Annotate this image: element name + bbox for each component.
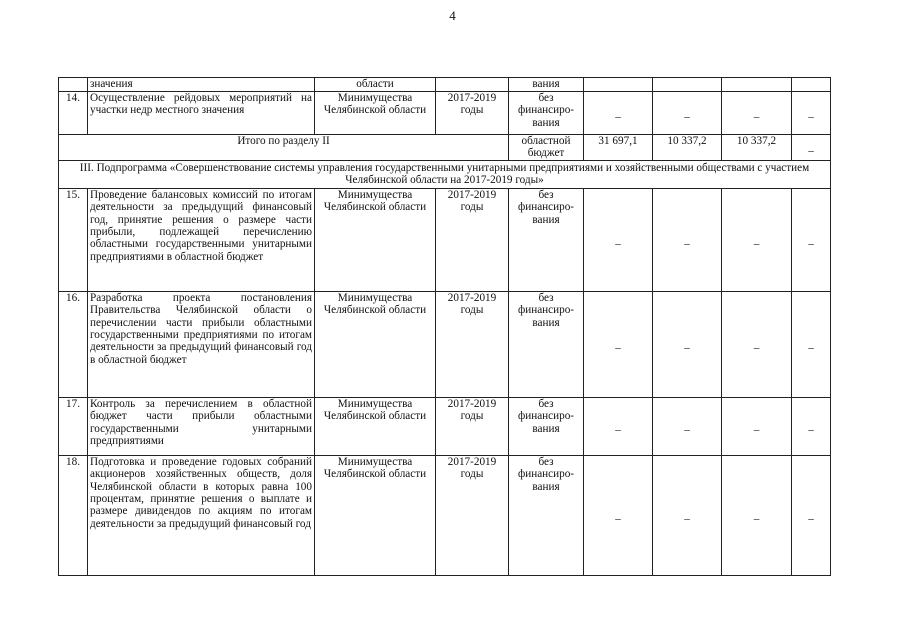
cell-v4: – [792,92,831,135]
page-number: 4 [449,8,456,23]
cell-num: 14. [59,92,88,135]
cell-num: 17. [59,397,88,455]
cell-period: 2017-2019 годы [436,455,509,575]
total-row-section-2 [59,135,831,161]
cell-num: 15. [59,188,88,291]
total-source: областной бюджет [509,135,584,161]
cell-name: Осуществление рейдовых мероприятий на участки недр местного значения [88,92,315,135]
total-v4: – [792,135,831,161]
cell-funding: без финансиро-вания [509,455,584,575]
cell-v4: – [792,397,831,455]
cell-funding: вания [509,78,584,92]
total-v2: 10 337,2 [653,135,722,161]
cell-v2: – [653,188,722,291]
cell-v1: – [584,455,653,575]
cell-period: 2017-2019 годы [436,188,509,291]
cell-v3: – [722,291,792,397]
cell-v3: – [722,397,792,455]
cell-v2: – [653,291,722,397]
cell-v1: – [584,397,653,455]
cell-v1: – [584,291,653,397]
total-v1: 31 697,1 [584,135,653,161]
cell-period: 2017-2019 годы [436,291,509,397]
cell-v1: – [584,92,653,135]
cell-v2 [653,78,722,92]
cell-v1: – [584,188,653,291]
cell-executor: области [315,78,436,92]
cell-v3: – [722,455,792,575]
cell-v2: – [653,397,722,455]
cell-num: 16. [59,291,88,397]
cell-executor: Минимущества Челябинской области [315,188,436,291]
cell-period: 2017-2019 годы [436,397,509,455]
cell-funding: без финансиро-вания [509,92,584,135]
cell-funding: без финансиро-вания [509,291,584,397]
cell-executor: Минимущества Челябинской области [315,455,436,575]
cell-v4: – [792,455,831,575]
table-row-15 [59,188,831,291]
cell-v2: – [653,455,722,575]
cell-num [59,78,88,92]
cell-v1 [584,78,653,92]
cell-funding: без финансиро-вания [509,397,584,455]
cell-name: Проведение балансовых комиссий по итогам деятельности за предыдущий финансовый год, принятие решения о размере части прибыли, подлежащей перечислению областными государственными унитарными предприятиями в областной бюджет [88,188,315,291]
cell-v3 [722,78,792,92]
cell-period [436,78,509,92]
program-table [58,77,831,576]
cell-name: Контроль за перечислением в областной бюджет части прибыли областными государственными унитарными предприятиями [88,397,315,455]
cell-v4: – [792,291,831,397]
cell-v4 [792,78,831,92]
cell-executor: Минимущества Челябинской области [315,397,436,455]
cell-name: значения [88,78,315,92]
total-v3: 10 337,2 [722,135,792,161]
total-label: Итого по разделу II [59,135,509,161]
cell-executor: Минимущества Челябинской области [315,92,436,135]
cell-name: Разработка проекта постановления Правительства Челябинской области о перечислении части прибыли областными государственными предприятиями по итогам деятельности за предыдущий финансовый год в областной бюджет [88,291,315,397]
table-row-continuation [59,78,831,92]
cell-funding: без финансиро-вания [509,188,584,291]
cell-v2: – [653,92,722,135]
cell-v3: – [722,92,792,135]
table-row-18 [59,455,831,575]
cell-name: Подготовка и проведение годовых собраний акционеров хозяйственных обществ, доля Челябинской области в которых равна 100 процентам, принятие решения о выплате и размере дивидендов по акциям по итогам деятельности за предыдущий финансовый год [88,455,315,575]
cell-executor: Минимущества Челябинской области [315,291,436,397]
section-3-heading-row [59,161,831,189]
table-row-17 [59,397,831,455]
section-3-heading: III. Подпрограмма «Совершенствование системы управления государственными унитарными предприятиями и хозяйственными обществами с участием Челябинской области на 2017-2019 годы» [59,161,831,189]
table-row-14 [59,92,831,135]
table-row-16 [59,291,831,397]
cell-v3: – [722,188,792,291]
cell-v4: – [792,188,831,291]
cell-period: 2017-2019 годы [436,92,509,135]
cell-num: 18. [59,455,88,575]
